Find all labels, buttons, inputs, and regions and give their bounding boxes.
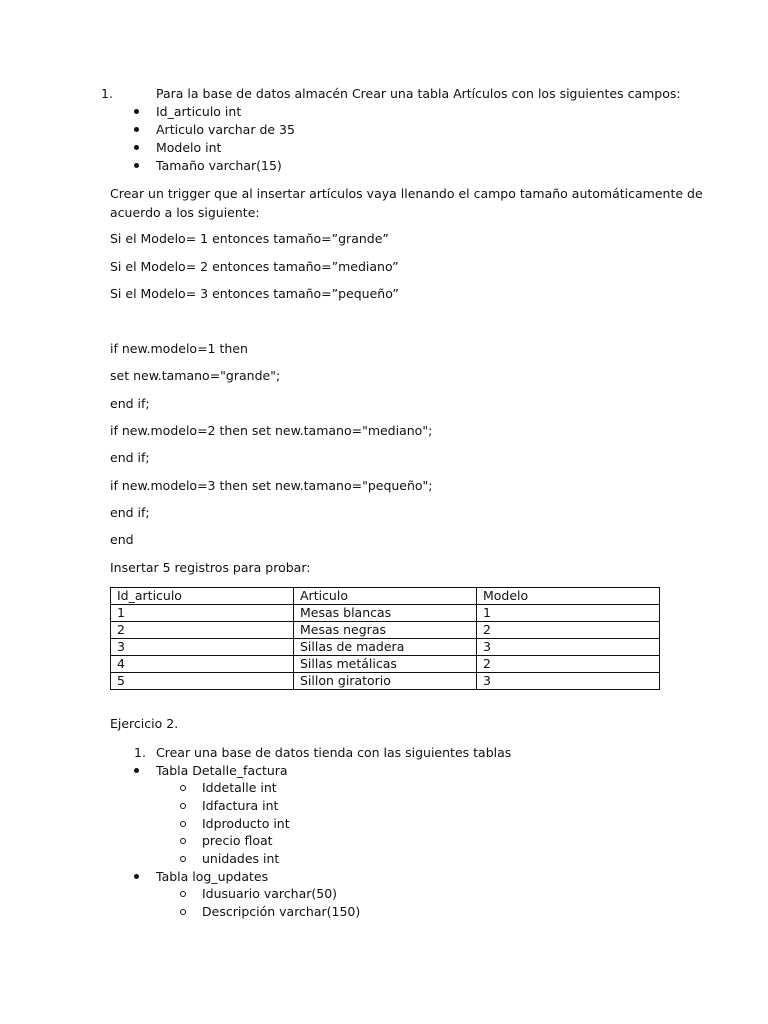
table-cell: 1 [111,605,294,622]
table-cell: Sillas metálicas [294,656,477,673]
table-header: Articulo [294,588,477,605]
list-number: 1. [134,745,146,760]
sub-field-item: unidades int [202,851,280,866]
condition-line: Si el Modelo= 2 entonces tamaño=”mediano” [110,259,399,274]
table-cell: 2 [477,656,660,673]
table-row [111,656,660,673]
table-cell: 3 [111,639,294,656]
bullet-icon [134,874,139,879]
circle-bullet-icon [180,856,186,862]
bullet-icon [134,163,139,168]
field-item: Articulo varchar de 35 [156,122,295,137]
field-item: Tamaño varchar(15) [156,158,282,173]
articles-table [110,587,660,690]
circle-bullet-icon [180,891,186,897]
trigger-description-line: acuerdo a los siguiente: [110,205,260,220]
code-line: end if; [110,505,150,520]
table-row [111,622,660,639]
table-header: Id_articulo [111,588,294,605]
circle-bullet-icon [180,803,186,809]
insert-label: Insertar 5 registros para probar: [110,560,311,575]
sub-field-item: Descripción varchar(150) [202,904,361,919]
table-cell: Mesas negras [294,622,477,639]
sub-field-item: Idproducto int [202,816,290,831]
code-line: if new.modelo=1 then [110,341,248,356]
sub-field-item: precio float [202,833,273,848]
table-row [111,639,660,656]
field-item: Modelo int [156,140,222,155]
code-line: if new.modelo=3 then set new.tamano="pequeño"; [110,478,433,493]
circle-bullet-icon [180,909,186,915]
bullet-icon [134,145,139,150]
table-cell: 3 [477,639,660,656]
circle-bullet-icon [180,838,186,844]
code-line: set new.tamano="grande"; [110,368,281,383]
trigger-description-line: Crear un trigger que al insertar artículos vaya llenando el campo tamaño automáticamente de [110,186,703,201]
circle-bullet-icon [180,785,186,791]
sub-field-item: Idfactura int [202,798,279,813]
bullet-icon [134,127,139,132]
code-line: end if; [110,396,150,411]
exercise-2-title: Ejercicio 2. [110,716,179,731]
condition-line: Si el Modelo= 3 entonces tamaño=”pequeño” [110,286,399,301]
sub-field-item: Idusuario varchar(50) [202,886,338,901]
condition-line: Si el Modelo= 1 entonces tamaño=”grande” [110,231,389,246]
code-line: if new.modelo=2 then set new.tamano="mediano"; [110,423,433,438]
table-row [111,605,660,622]
exercise-number: 1. [101,86,113,101]
table-row [111,673,660,690]
table-cell: 3 [477,673,660,690]
sub-field-item: Iddetalle int [202,780,277,795]
code-line: end if; [110,450,150,465]
table-cell: 2 [111,622,294,639]
circle-bullet-icon [180,821,186,827]
field-item: Id_articulo int [156,104,242,119]
table-cell: Sillas de madera [294,639,477,656]
table-cell: Mesas blancas [294,605,477,622]
table-cell: Sillon giratorio [294,673,477,690]
table-cell: 5 [111,673,294,690]
table-header: Modelo [477,588,660,605]
list-item: Crear una base de datos tienda con las siguientes tablas [156,745,512,760]
code-line: end [110,532,134,547]
table-title: Tabla log_updates [156,869,269,884]
exercise-heading: Para la base de datos almacén Crear una tabla Artículos con los siguientes campos: [156,86,681,101]
table-header-row [111,588,660,605]
bullet-icon [134,768,139,773]
table-title: Tabla Detalle_factura [156,763,288,778]
table-cell: 4 [111,656,294,673]
table-cell: 2 [477,622,660,639]
table-cell: 1 [477,605,660,622]
bullet-icon [134,109,139,114]
